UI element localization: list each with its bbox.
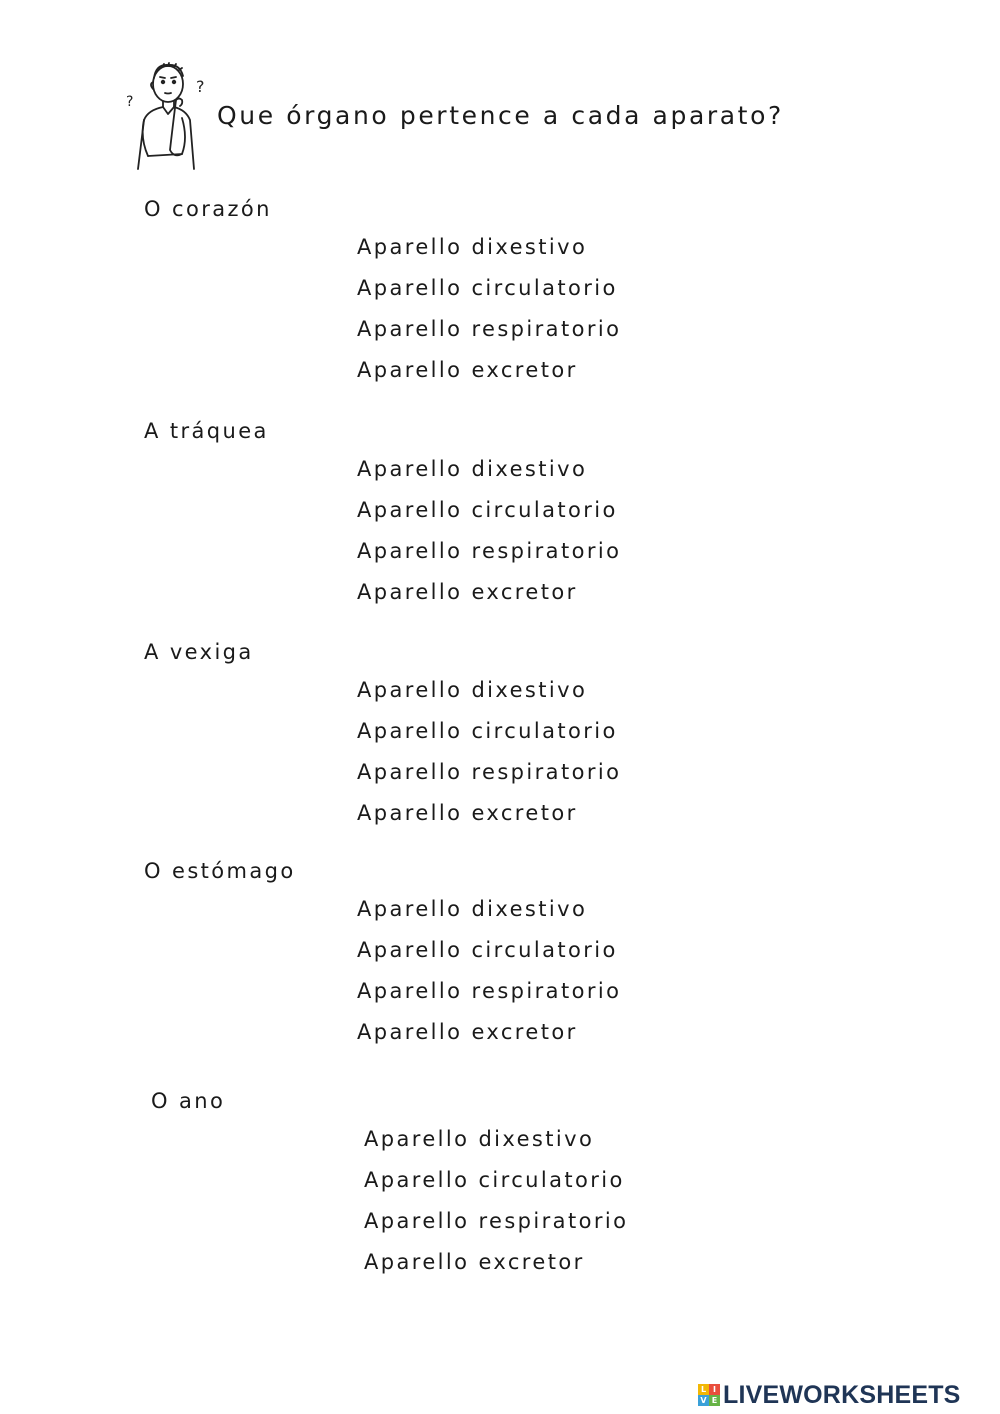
logo-letter: L xyxy=(698,1384,709,1395)
logo-letter: V xyxy=(698,1395,709,1406)
organ-label: A tráquea xyxy=(144,419,269,443)
option-dixestivo[interactable]: Aparello dixestivo xyxy=(357,678,588,702)
option-dixestivo[interactable]: Aparello dixestivo xyxy=(364,1127,595,1151)
option-respiratorio[interactable]: Aparello respiratorio xyxy=(357,317,622,341)
option-excretor[interactable]: Aparello excretor xyxy=(357,580,578,604)
option-respiratorio[interactable]: Aparello respiratorio xyxy=(357,539,622,563)
option-circulatorio[interactable]: Aparello circulatorio xyxy=(357,498,618,522)
option-circulatorio[interactable]: Aparello circulatorio xyxy=(357,719,618,743)
organ-label: O corazón xyxy=(144,197,272,221)
option-excretor[interactable]: Aparello excretor xyxy=(357,801,578,825)
option-excretor[interactable]: Aparello excretor xyxy=(357,358,578,382)
brand-name: LIVEWORKSHEETS xyxy=(723,1381,961,1409)
option-respiratorio[interactable]: Aparello respiratorio xyxy=(357,979,622,1003)
organ-label: A vexiga xyxy=(144,640,254,664)
option-circulatorio[interactable]: Aparello circulatorio xyxy=(357,276,618,300)
option-dixestivo[interactable]: Aparello dixestivo xyxy=(357,897,588,921)
organ-label: O estómago xyxy=(144,859,296,883)
brand-logo-icon xyxy=(698,1384,720,1406)
svg-text:?: ? xyxy=(126,94,134,110)
option-dixestivo[interactable]: Aparello dixestivo xyxy=(357,235,588,259)
logo-letter: E xyxy=(709,1395,720,1406)
thinking-person-icon xyxy=(122,58,214,170)
option-dixestivo[interactable]: Aparello dixestivo xyxy=(357,457,588,481)
logo-letter: I xyxy=(709,1384,720,1395)
organ-label: O ano xyxy=(151,1089,226,1113)
option-respiratorio[interactable]: Aparello respiratorio xyxy=(357,760,622,784)
option-circulatorio[interactable]: Aparello circulatorio xyxy=(357,938,618,962)
svg-text:?: ? xyxy=(196,77,205,96)
page-title: Que órgano pertence a cada aparato? xyxy=(217,101,784,130)
option-respiratorio[interactable]: Aparello respiratorio xyxy=(364,1209,629,1233)
option-excretor[interactable]: Aparello excretor xyxy=(364,1250,585,1274)
liveworksheets-logo xyxy=(698,1382,961,1408)
option-excretor[interactable]: Aparello excretor xyxy=(357,1020,578,1044)
option-circulatorio[interactable]: Aparello circulatorio xyxy=(364,1168,625,1192)
